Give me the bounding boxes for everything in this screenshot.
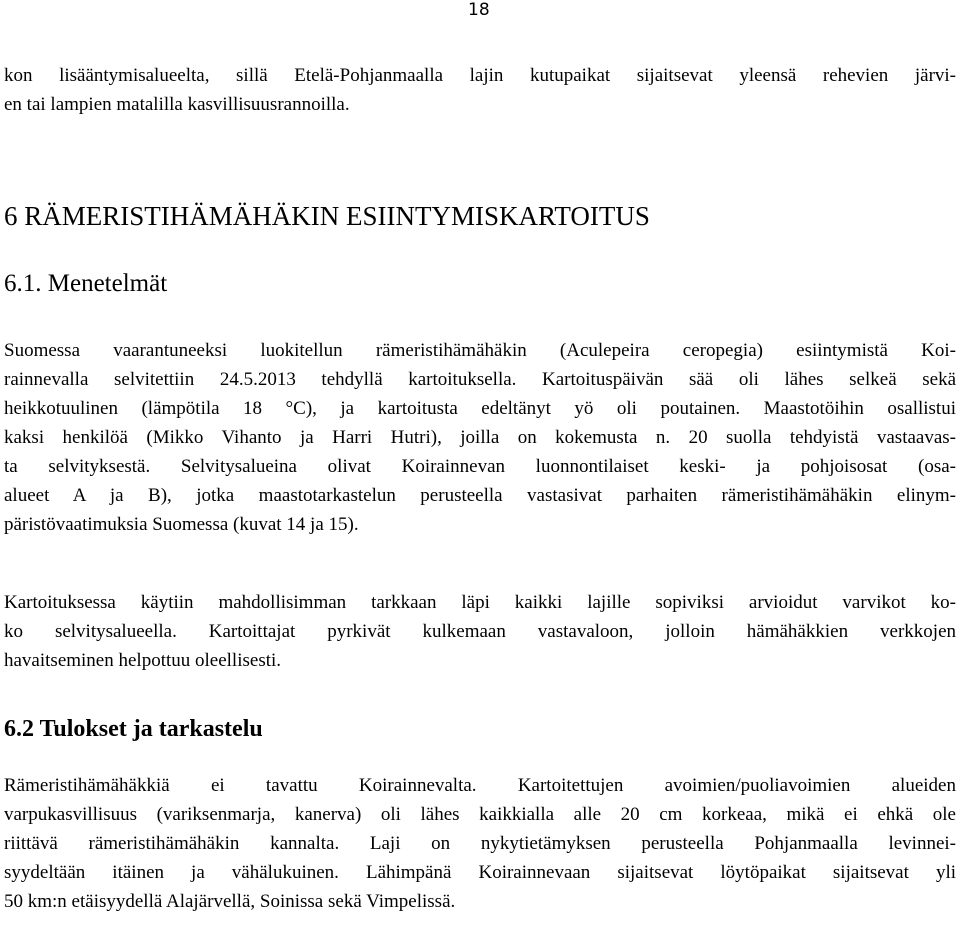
section-heading-methods: 6.1. Menetelmät [4, 270, 168, 297]
paragraph-line: varpukasvillisuus (variksenmarja, kanerva) oli lähes kaikkialla alle 20 cm korkeaa, mikä ei ehkä ole [4, 804, 956, 825]
results-paragraph [4, 771, 956, 916]
methods-paragraph-2 [4, 588, 956, 675]
paragraph-line: päristövaatimuksia Suomessa (kuvat 14 ja 15). [4, 514, 359, 535]
paragraph-line: syydeltään itäinen ja vähälukuinen. Lähimpänä Koirainnevaan sijaitsevat löytöpaikat sijaitsevat yli [4, 862, 956, 883]
paragraph-line: ta selvityksestä. Selvitysalueina olivat Koirainnevan luonnontilaiset keski- ja pohjoisosat (osa- [4, 456, 956, 477]
paragraph-line: ko selvitysalueella. Kartoittajat pyrkivät kulkemaan vastavaloon, jolloin hämähäkkien verkkojen [4, 621, 956, 642]
paragraph-line: havaitseminen helpottuu oleellisesti. [4, 650, 282, 671]
paragraph-line: kon lisääntymisalueelta, sillä Etelä-Pohjanmaalla lajin kutupaikat sijaitsevat yleensä rehevien järvi- [4, 65, 956, 86]
page-number: 18 [468, 0, 490, 20]
paragraph-line: Rämeristihämähäkkiä ei tavattu Koirainnevalta. Kartoitettujen avoimien/puoliavoimien alueiden [4, 775, 956, 796]
paragraph-line: alueet A ja B), jotka maastotarkastelun perusteella vastasivat parhaiten rämeristihämähäkin elinym- [4, 485, 956, 506]
methods-paragraph-1 [4, 336, 956, 539]
paragraph-line: riittävä rämeristihämähäkin kannalta. Laji on nykytietämyksen perusteella Pohjanmaalla levinnei- [4, 833, 956, 854]
paragraph-line: Suomessa vaarantuneeksi luokitellun rämeristihämähäkin (Aculepeira ceropegia) esiintymistä Koi- [4, 340, 956, 361]
paragraph-line: en tai lampien matalilla kasvillisuusrannoilla. [4, 94, 350, 115]
section-heading-results: 6.2 Tulokset ja tarkastelu [4, 716, 263, 742]
chapter-heading: 6 RÄMERISTIHÄMÄHÄKIN ESIINTYMISKARTOITUS [4, 201, 650, 231]
paragraph-line: heikkotuulinen (lämpötila 18 °C), ja kartoitusta edeltänyt yö oli poutainen. Maastotöihin osallistui [4, 398, 956, 419]
paragraph-line: 50 km:n etäisyydellä Alajärvellä, Soinissa sekä Vimpelissä. [4, 891, 456, 912]
paragraph-line: rainnevalla selvitettiin 24.5.2013 tehdyllä kartoituksella. Kartoituspäivän sää oli lähes selkeä sekä [4, 369, 956, 390]
intro-paragraph [4, 61, 956, 119]
paragraph-line: kaksi henkilöä (Mikko Vihanto ja Harri Hutri), joilla on kokemusta n. 20 suolla tehdyistä vastaavas- [4, 427, 956, 448]
paragraph-line: Kartoituksessa käytiin mahdollisimman tarkkaan läpi kaikki lajille sopiviksi arvioidut varvikot ko- [4, 592, 956, 613]
